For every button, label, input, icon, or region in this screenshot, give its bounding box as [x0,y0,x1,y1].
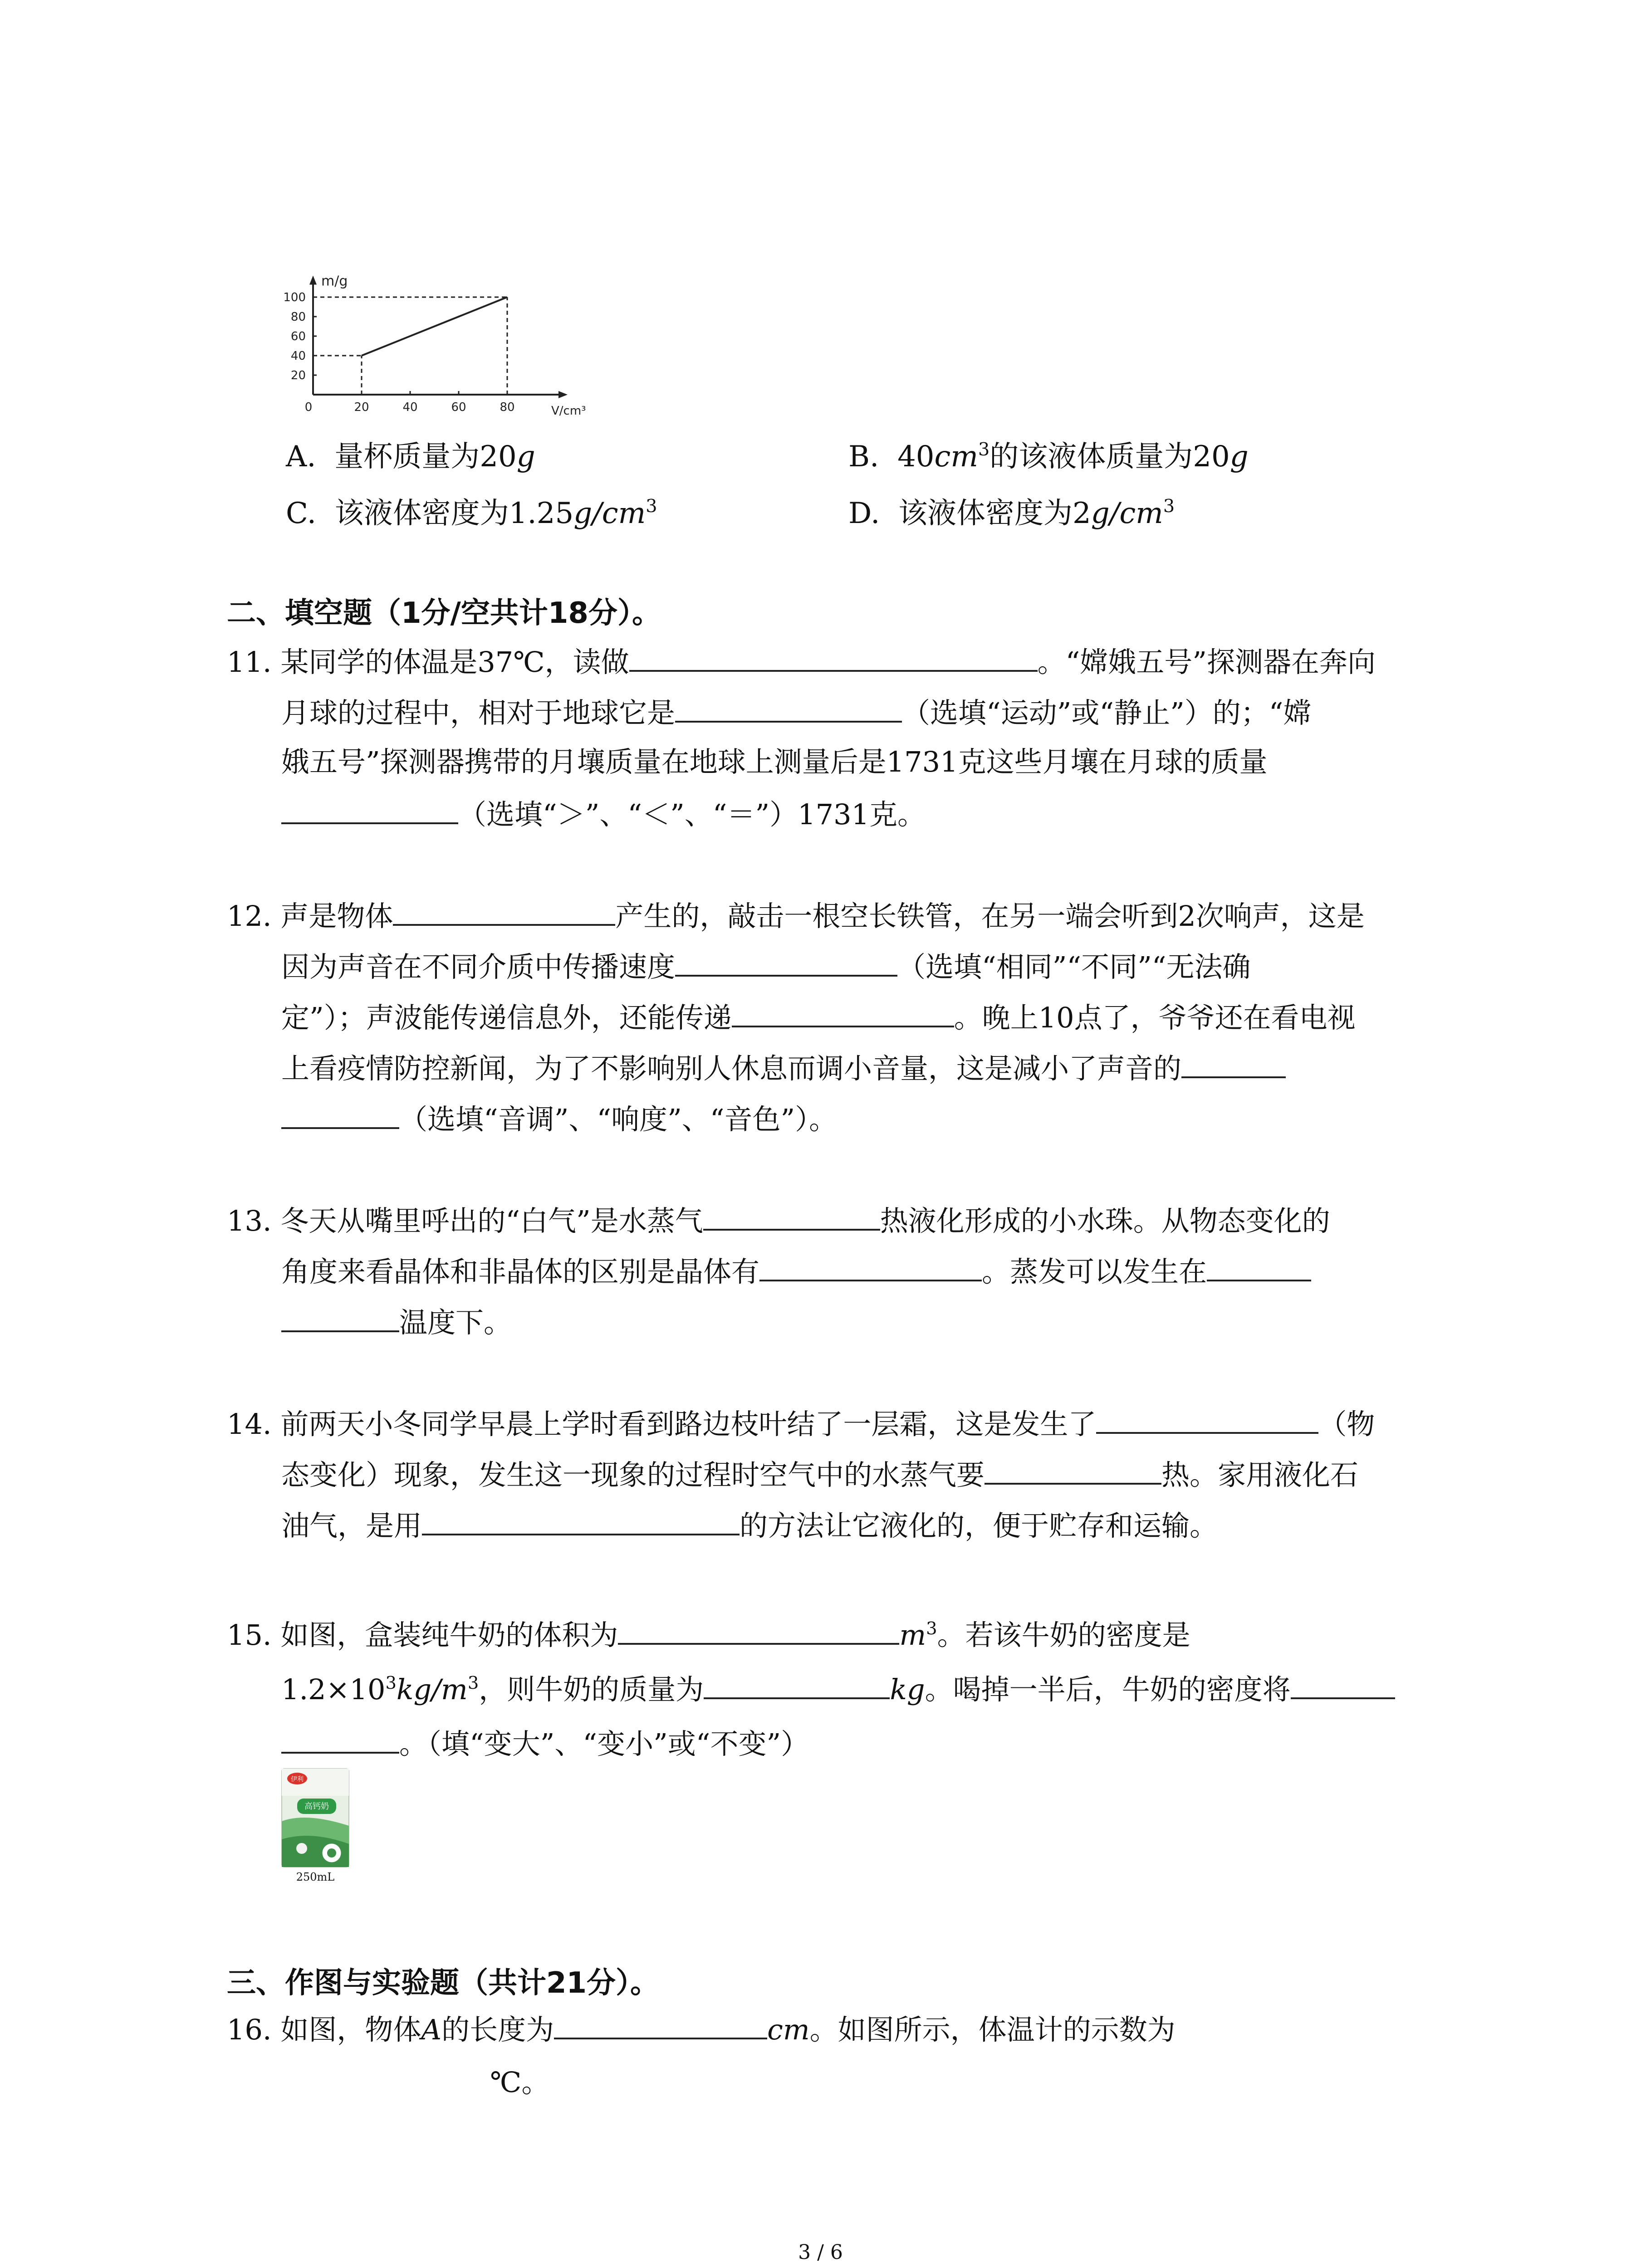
option-c: C. 该液体密度为$1.25g/cm^3$ [286,496,657,530]
carton-label-text: 高钙奶 [304,1802,329,1811]
y-axis-label: m/g [321,273,348,289]
answer-blank[interactable] [704,1674,890,1699]
question-16: 16. 如图，物体A的长度为 cm。如图所示，体温计的示数为 [227,2013,1176,2046]
y-tick-label: 80 [290,310,306,324]
origin-label: 0 [304,401,313,414]
y-tick-label: 100 [283,291,306,304]
question-15: 15. 如图，盒装纯牛奶的体积为 $m^3$。若该牛奶的密度是 [227,1618,1190,1652]
question-12: 12. 声是物体 产生的，敲击一根空长铁管，在另一端会听到2次响声，这是 [227,899,1365,933]
question-13: 13. 冬天从嘴里呼出的“白气”是水蒸气 热液化形成的小水珠。从物态变化的 [227,1204,1330,1237]
answer-blank[interactable] [675,697,902,723]
question-14: 14. 前两天小冬同学早晨上学时看到路边枝叶结了一层霜，这是发生了 （物 [227,1408,1375,1441]
answer-blank[interactable] [281,1307,399,1332]
mass-volume-graph [254,213,617,422]
milk-carton-image [279,1767,352,1883]
x-axis-label: V/cm³ [551,404,586,418]
answer-blank[interactable] [281,799,458,824]
page-number: 3 / 6 [798,2241,843,2264]
answer-blank[interactable] [675,951,897,977]
answer-blank[interactable] [281,1728,399,1754]
x-tick-label: 20 [354,401,369,414]
answer-blank[interactable] [422,1510,740,1535]
x-tick-label: 80 [500,401,515,414]
y-tick-label: 60 [290,330,306,343]
answer-blank[interactable] [281,1104,399,1129]
y-tick-label: 40 [290,349,306,363]
section-2-title: 二、填空题（1分/空共计18分）。 [227,596,661,630]
answer-blank[interactable] [759,1256,982,1281]
carton-caption: 250mL [296,1871,335,1883]
answer-blank[interactable] [1181,1053,1286,1078]
question-11: 11. 某同学的体温是37℃，读做 。“嫦娥五号”探测器在奔向 [227,645,1376,679]
answer-blank[interactable] [1291,1674,1395,1699]
answer-blank[interactable] [732,1002,954,1027]
option-a: A. 量杯质量为20g [286,440,535,474]
answer-blank[interactable] [1096,1408,1318,1434]
answer-blank[interactable] [629,646,1038,672]
y-axis-arrow [309,276,317,285]
x-axis-arrow [558,391,568,398]
data-line [362,297,507,356]
option-d: D. 该液体密度为$2g/cm^3$ [848,496,1175,530]
answer-blank[interactable] [1207,1256,1311,1281]
y-tick-label: 20 [290,369,306,382]
x-tick-label: 40 [402,401,418,414]
section-3-title: 三、作图与实验题（共计21分）。 [227,1966,660,2000]
option-b: B. $40cm^3$的该液体质量为20g [848,439,1249,474]
answer-blank[interactable] [393,900,615,926]
answer-blank[interactable] [703,1205,880,1231]
answer-blank[interactable] [985,1459,1161,1485]
answer-blank[interactable] [554,2014,767,2039]
x-tick-label: 60 [451,401,466,414]
carton-brand-text: 伊利 [291,1776,304,1783]
answer-blank[interactable] [618,1619,899,1645]
